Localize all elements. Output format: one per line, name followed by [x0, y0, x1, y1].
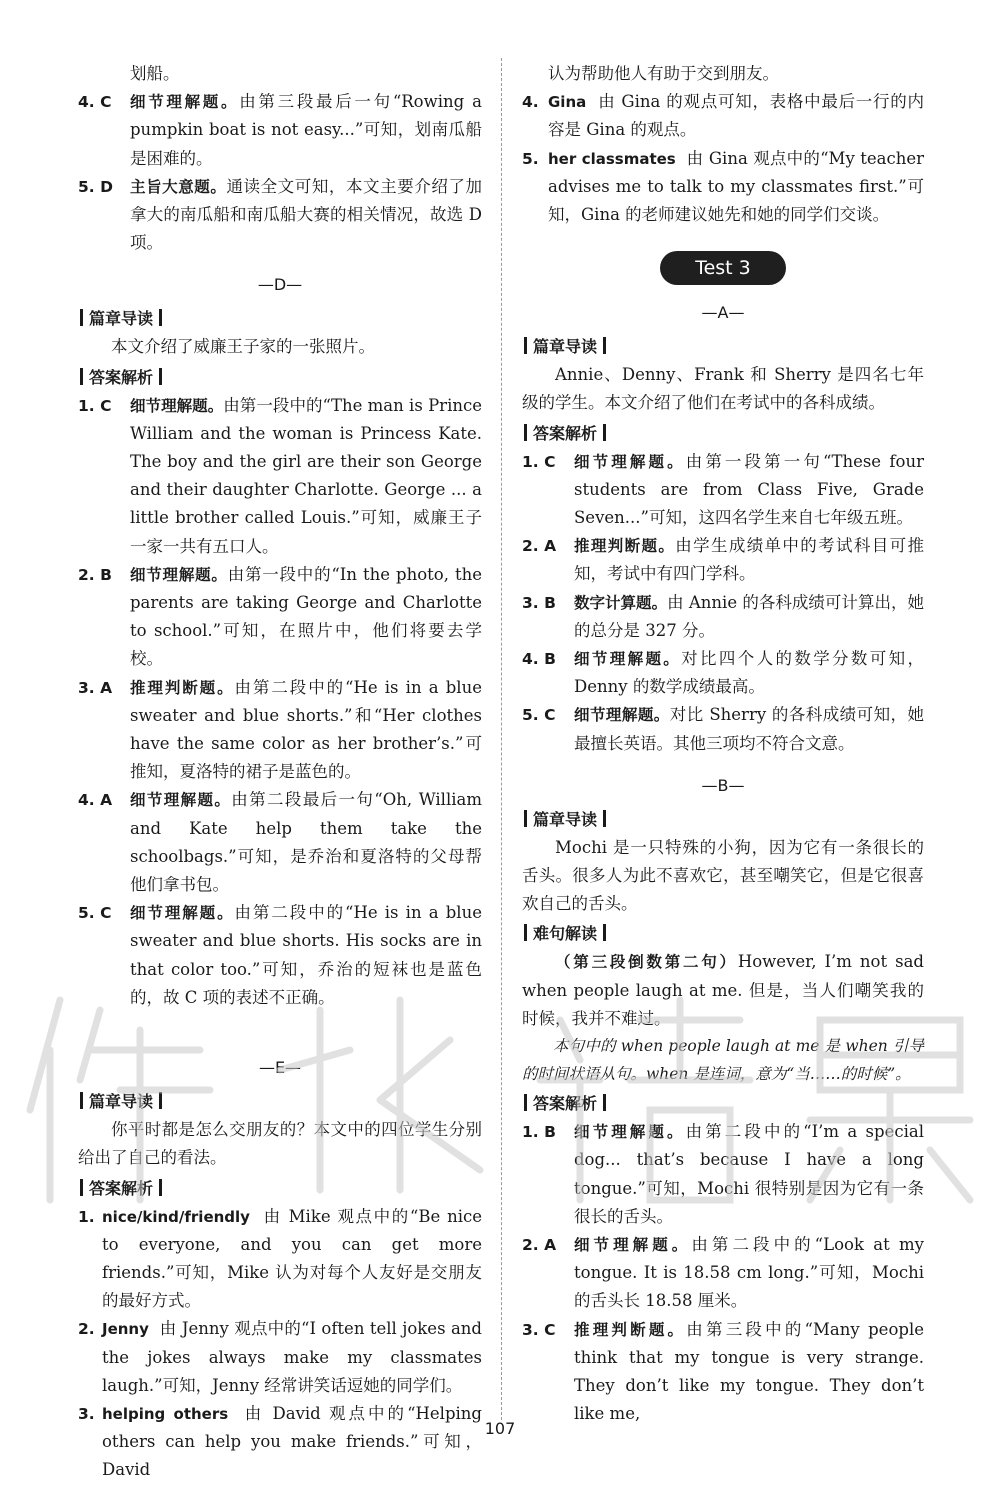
b-answers — [522, 1118, 924, 1428]
e-answers — [78, 1203, 482, 1485]
reading-guide-header: 篇章导读 — [522, 806, 924, 834]
answer-item — [78, 173, 482, 258]
reading-guide-header: 篇章导读 — [78, 1088, 482, 1116]
e-answers-cont — [522, 88, 924, 229]
difficult-sentence — [522, 948, 924, 1033]
answer-number: 2. — [78, 1320, 95, 1339]
text-cont: 划船。 — [130, 64, 180, 83]
answer-text: 由 Mike 观点中的“Be nice to everyone, and you can get more friends.”可知，Mike 认为对每个人友好是交朋友的最好方式。 — [102, 1206, 482, 1311]
section-b-title: —B— — [701, 775, 745, 795]
column-divider — [501, 58, 502, 1420]
answer-item — [78, 899, 482, 1012]
question-type: 推理判断题。 — [574, 1320, 687, 1339]
page-number: 107 — [484, 1419, 516, 1438]
question-type: 细节理解题。 — [574, 452, 686, 471]
right-column — [522, 60, 924, 1429]
answer-number: 1. — [78, 1207, 95, 1226]
answer-text: 由第三段最后一句“Rowing a pumpkin boat is not easy...”可知，划南瓜船是困难的。 — [130, 92, 482, 168]
answer-text: 由第二段中的“Look at my tongue. It is 18.58 cm long.”可知，Mochi 的舌头长 18.58 厘米。 — [574, 1235, 924, 1311]
reading-guide-text: 你平时都是怎么交朋友的？本文中的四位学生分别给出了自己的看法。 — [78, 1120, 482, 1168]
answer-key: helping others — [102, 1404, 229, 1423]
answer-item — [522, 145, 924, 230]
answer-text: 由 Annie 的各科成绩可计算出，她的总分是 327 分。 — [574, 592, 924, 640]
answer-item — [522, 88, 924, 144]
reading-guide-text: 本文介绍了威廉王子家的一张照片。 — [111, 337, 375, 357]
answer-key: her classmates — [548, 149, 676, 168]
question-type: 细节理解题。 — [574, 650, 682, 669]
answer-number: 3. — [78, 1404, 95, 1423]
answer-item — [78, 561, 482, 674]
answer-analysis-header: 答案解析 — [522, 420, 924, 448]
question-type: 细节理解题。 — [574, 1123, 686, 1142]
answer-number: 2. A — [522, 537, 557, 556]
answer-text: 由第一段中的“In the photo, the parents are taking George and Charlotte to school.”可知，在照片中，他们将要去学校。 — [130, 564, 482, 669]
answer-text: 由 David 观点中的“Helping others can help you make friends.”可知，David — [102, 1403, 482, 1480]
answer-number: 1. B — [522, 1123, 556, 1142]
text-cont: 认为帮助他人有助于交到朋友。 — [548, 64, 779, 83]
answer-text: 由第一段第一句“These four students are from Class Five, Grade Seven...”可知，这四名学生来自七年级五班。 — [574, 451, 924, 528]
answer-number: 5. C — [522, 706, 556, 725]
answer-number: 2. B — [78, 565, 112, 584]
answer-analysis-header: 答案解析 — [522, 1090, 924, 1118]
answer-number: 1. C — [522, 452, 556, 471]
answer-item — [522, 645, 924, 701]
answer-number: 3. C — [522, 1320, 556, 1339]
answer-item — [522, 1118, 924, 1231]
answer-item — [522, 532, 924, 588]
a-answers — [522, 448, 924, 758]
answer-key: nice/kind/friendly — [102, 1207, 250, 1226]
question-type: 推理判断题。 — [130, 678, 235, 697]
question-type: 细节理解题。 — [574, 706, 670, 725]
answer-text: 由 Jenny 观点中的“I often tell jokes and the jokes always make my classmates laugh.”可知，Jenny 经常讲笑话逗她的同学们。 — [102, 1319, 482, 1395]
answer-text: 由第二段中的“He is in a blue sweater and blue shorts. His socks are in that color too.”可知，乔治的短袜也是蓝色的，故 C 项的表述不正确。 — [130, 903, 482, 1007]
answer-item — [78, 1203, 482, 1316]
reading-guide-header: 篇章导读 — [78, 305, 482, 333]
answer-number: 2. A — [522, 1236, 557, 1255]
question-type: 主旨大意题。 — [130, 177, 227, 196]
answer-number: 5. C — [78, 904, 112, 923]
section-e-title: —E— — [258, 1058, 302, 1078]
answer-text: 由第二段最后一句“Oh, William and Kate help them take the schoolbags.”可知，是乔治和夏洛特的父母帮他们拿书包。 — [130, 790, 482, 895]
answer-number: 3. A — [78, 678, 113, 697]
sentence-note: 本句中的 when people laugh at me 是 when 引导的时间状语从句。when 是连词，意为“当……的时候”。 — [522, 1037, 924, 1083]
answer-item — [78, 674, 482, 787]
section-d-title: —D— — [257, 275, 303, 295]
question-type: 细节理解题。 — [130, 565, 228, 584]
left-column — [78, 60, 482, 1485]
answer-item — [522, 701, 924, 757]
question-type: 细节理解题。 — [130, 396, 224, 415]
answer-text: 由第二段中的“He is in a blue sweater and blue shorts.”和“Her clothes have the same color as her brother’s.”可推知，夏洛特的裙子是蓝色的。 — [130, 677, 482, 782]
section-a-title: —A— — [701, 303, 745, 323]
answer-text: 由第三段中的“Many people think that my tongue is very strange. They don’t like my tongue. They don’t like me, — [574, 1319, 924, 1424]
reading-guide-text: Annie、Denny、Frank 和 Sherry 是四名七年级的学生。本文介绍了他们在考试中的各科成绩。 — [522, 365, 924, 413]
answer-text: 由学生成绩单中的考试科目可推知，考试中有四门学科。 — [574, 536, 924, 584]
answer-number: 5. — [522, 149, 539, 168]
answer-item — [522, 448, 924, 533]
answer-text: 由第二段中的“I’m a special dog... that’s because I have a long tongue.”可知，Mochi 很特别是因为它有一条很长的舌头。 — [574, 1122, 924, 1226]
d-answers — [78, 392, 482, 1012]
answer-number: 4. — [522, 93, 539, 112]
answer-text: 由 Gina 观点中的“My teacher advises me to talk to my classmates first.”可知，Gina 的老师建议她先和她的同学们交谈。 — [548, 148, 924, 225]
answer-item — [78, 392, 482, 561]
question-type: 推理判断题。 — [574, 537, 676, 556]
answer-text: 对比四个人的数学分数可知，Denny 的数学成绩最高。 — [574, 649, 924, 697]
answer-number: 4. C — [78, 93, 112, 112]
answer-number: 4. A — [78, 791, 113, 810]
answer-number: 1. C — [78, 396, 112, 415]
question-type: 细节理解题。 — [130, 791, 232, 810]
reading-guide-header: 篇章导读 — [522, 333, 924, 361]
answer-key: Gina — [548, 93, 587, 112]
answer-number: 4. B — [522, 650, 556, 669]
answer-key: Jenny — [102, 1320, 149, 1339]
answer-text: 由 Gina 的观点可知，表格中最后一行的内容是 Gina 的观点。 — [548, 92, 924, 140]
answer-analysis-header: 答案解析 — [78, 364, 482, 392]
question-type: 细节理解题。 — [574, 1236, 692, 1255]
answer-number: 3. B — [522, 593, 556, 612]
answer-number: 5. D — [78, 177, 113, 196]
sentence-location: （第三段倒数第二句） — [555, 953, 738, 972]
answer-item — [78, 1400, 482, 1485]
sentence-text: However, I’m not sad when people laugh at me. 但是，当人们嘲笑我的时候，我并不难过。 — [522, 952, 924, 1028]
answer-analysis-header: 答案解析 — [78, 1175, 482, 1203]
answer-item — [78, 786, 482, 899]
difficult-sentence-header: 难句解读 — [522, 920, 924, 948]
answer-text: 通读全文可知，本文主要介绍了加拿大的南瓜船和南瓜船大赛的相关情况，故选 D 项。 — [130, 176, 482, 253]
answer-item — [522, 1316, 924, 1429]
answer-text: 由第一段中的“The man is Prince William and the woman is Princess Kate. The boy and the girl are their son George and their daughter Charlotte. George ... a little brother called Louis.”可知，威廉王子一家一共有五口人。 — [130, 395, 482, 556]
answer-item — [78, 1315, 482, 1400]
answer-item — [522, 1231, 924, 1316]
question-type: 细节理解题。 — [130, 93, 240, 112]
question-type: 细节理解题。 — [130, 904, 235, 923]
c-answers — [78, 88, 482, 257]
reading-guide-text: Mochi 是一只特殊的小狗，因为它有一条很长的舌头。很多人为此不喜欢它，甚至嘲笑它，但是它很喜欢自己的舌头。 — [522, 837, 924, 914]
answer-item — [522, 589, 924, 645]
answer-text: 对比 Sherry 的各科成绩可知，她最擅长英语。其他三项均不符合文意。 — [574, 705, 924, 753]
question-type: 数字计算题。 — [574, 593, 668, 612]
answer-item — [78, 88, 482, 173]
test-3-badge: Test 3 — [660, 251, 786, 285]
